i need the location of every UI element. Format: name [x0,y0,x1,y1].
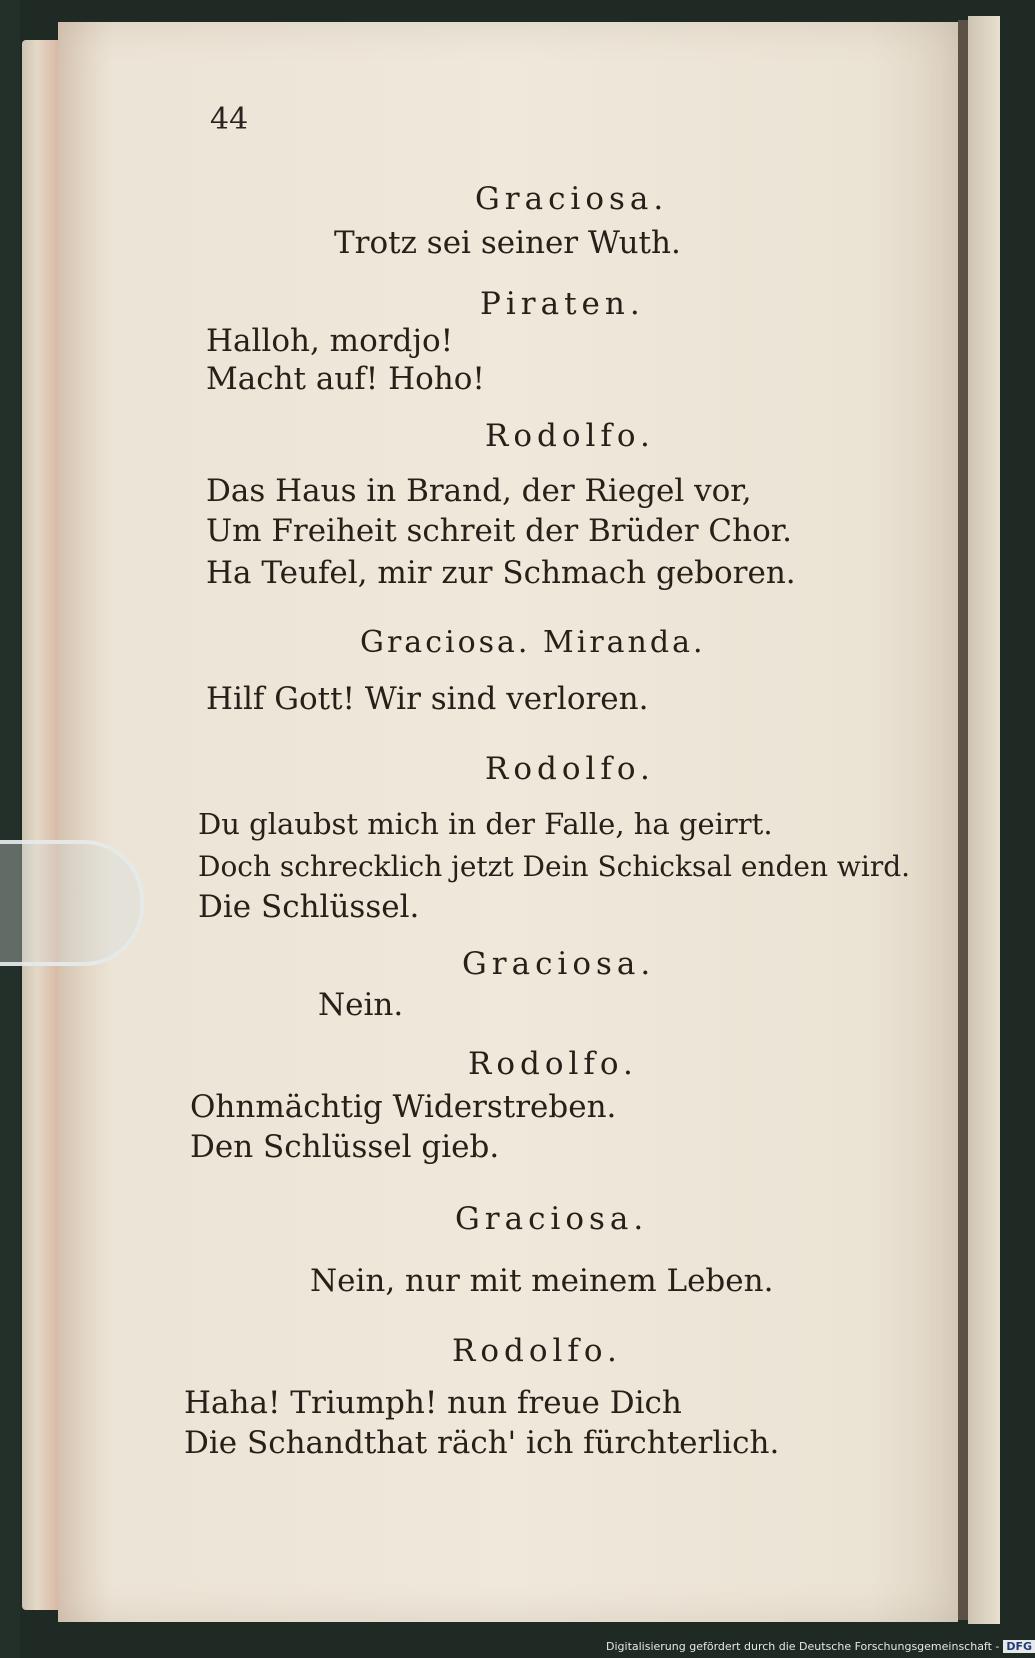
speaker-names: Graciosa. Miranda. [360,625,706,660]
page-number: 44 [210,102,249,137]
verse-line: Den Schlüssel gieb. [190,1129,500,1165]
verse-line: Die Schandthat räch' ich fürchterlich. [184,1425,780,1461]
verse-line: Trotz sei seiner Wuth. [334,225,681,261]
next-page-edge [968,16,1000,1624]
verse-line: Du glaubst mich in der Falle, ha geirrt. [198,807,773,841]
speaker-name: Graciosa. [475,181,669,217]
speaker-name: Rodolfo. [485,418,655,454]
scan-background [0,0,20,1658]
verse-line: Nein. [318,987,404,1023]
verse-line: Nein, nur mit meinem Leben. [310,1263,774,1299]
speaker-name: Rodolfo. [468,1046,638,1082]
page-edges [22,40,60,1610]
verse-line: Ha Teufel, mir zur Schmach geboren. [206,555,796,591]
verse-line: Das Haus in Brand, der Riegel vor, [206,473,752,509]
verse-line: Hilf Gott! Wir sind verloren. [206,681,649,717]
verse-line: Macht auf! Hoho! [206,361,485,397]
speaker-name: Rodolfo. [485,751,655,787]
speaker-name: Graciosa. [455,1201,649,1237]
verse-line: Doch schrecklich jetzt Dein Schicksal enden wird. [198,850,911,883]
speaker-name: Graciosa. [462,946,656,982]
verse-line: Ohnmächtig Widerstreben. [190,1089,617,1125]
dfg-logo: DFG [1003,1640,1035,1653]
verse-line: Haha! Triumph! nun freue Dich [184,1385,682,1421]
verse-line: Halloh, mordjo! [206,323,454,359]
page-clip [0,840,144,966]
verse-line: Die Schlüssel. [198,889,420,925]
digitization-credit [606,1640,1035,1653]
speaker-name: Rodolfo. [452,1333,622,1369]
verse-line: Um Freiheit schreit der Brüder Chor. [206,513,793,549]
speaker-name: Piraten. [480,286,645,322]
credit-text: Digitalisierung gefördert durch die Deutsche Forschungsgemeinschaft - [606,1640,1000,1653]
